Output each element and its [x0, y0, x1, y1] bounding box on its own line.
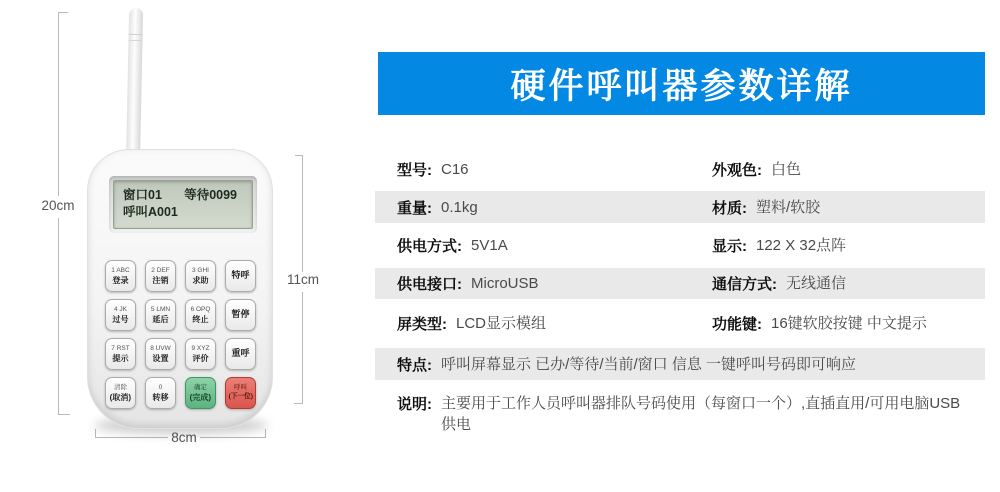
dimension-line-height [58, 218, 59, 415]
dimension-line-width [200, 437, 265, 438]
dimension-label-panel: 11cm [282, 272, 324, 287]
key-line2: 特呼 [231, 270, 250, 281]
lcd-waiting-count: 等待0099 [184, 188, 237, 202]
key-line2: 注销 [152, 275, 169, 285]
key-line2: 登录 [112, 275, 129, 285]
key-pause [225, 299, 256, 331]
key-line1: 6 OPQ [190, 306, 211, 313]
spec-value: 无线通信 [786, 275, 847, 292]
lcd-line2: 呼叫A001 [123, 205, 178, 219]
key-line2: 求助 [192, 275, 209, 285]
spec-label: 说明: [397, 396, 432, 413]
key-line1: 3 GHI [192, 267, 209, 274]
lcd-screen [113, 180, 253, 229]
spec-cell [375, 299, 690, 348]
spec-label: 特点: [397, 356, 432, 374]
key-line1: 2 DEF [151, 267, 170, 274]
spec-row [375, 348, 985, 380]
spec-label: 通信方式: [712, 276, 777, 293]
lcd-bezel [109, 176, 257, 233]
key-line1: 0 [158, 384, 163, 391]
spec-row [375, 299, 985, 348]
spec-row [375, 380, 985, 445]
spec-value: 呼叫屏幕显示 已办/等待/当前/窗口 信息 一键呼叫号码即可响应 [441, 355, 857, 373]
spec-label: 显示: [712, 238, 747, 255]
key-line2: 提示 [112, 353, 129, 363]
key-clear-cancel [105, 377, 136, 409]
key-line2: 评价 [192, 353, 209, 363]
page-title: 硬件呼叫器参数详解 [510, 66, 853, 106]
key-settings [145, 338, 176, 370]
lcd-line1 [123, 187, 243, 204]
key-line2: 终止 [192, 314, 209, 324]
key-zero-transfer [145, 377, 176, 409]
key-logout [145, 260, 176, 292]
dimension-tick [58, 12, 68, 13]
spec-row [375, 268, 985, 299]
dimension-tick [294, 403, 303, 404]
key-confirm-done [185, 377, 216, 409]
spec-value: 白色 [771, 160, 802, 178]
key-line2: (完成) [189, 392, 212, 402]
spec-value: LCD显示模组 [456, 315, 547, 332]
key-line1: 9 XYZ [191, 345, 210, 352]
spec-table [375, 147, 985, 445]
spec-row [375, 191, 985, 223]
spec-value: 0.1kg [441, 198, 478, 216]
key-line2: 暂停 [231, 309, 250, 320]
lcd-window-number: 窗口01 [123, 188, 162, 202]
title-banner [378, 52, 985, 115]
key-postpone [145, 299, 176, 331]
spec-value: MicroUSB [471, 275, 539, 292]
dimension-line-panel [302, 155, 303, 272]
key-line2: 重呼 [231, 348, 250, 359]
key-line1: 清除 [114, 384, 127, 391]
spec-value: 122 X 32点阵 [756, 237, 847, 254]
dimension-line-height [58, 12, 59, 196]
dimension-line-panel [302, 292, 303, 404]
spec-row [375, 147, 985, 191]
key-line2: 延后 [152, 314, 169, 324]
key-evaluate [185, 338, 216, 370]
keypad [105, 260, 256, 409]
device-antenna [126, 8, 143, 160]
key-line2: (下一位) [228, 393, 253, 400]
spec-label: 重量: [397, 199, 432, 217]
spec-label: 屏类型: [397, 316, 447, 333]
key-line1: 呼叫 [234, 384, 247, 391]
spec-cell [690, 299, 985, 348]
key-prompt [105, 338, 136, 370]
spec-cell [375, 191, 690, 223]
key-line1: 4 JK [113, 306, 127, 313]
spec-row [375, 223, 985, 268]
key-line2: 过号 [112, 314, 129, 324]
key-skip-number [105, 299, 136, 331]
spec-value: 塑料/软胶 [756, 198, 821, 216]
spec-value: C16 [441, 160, 469, 178]
spec-cell [375, 268, 690, 299]
spec-label: 功能键: [712, 316, 762, 333]
key-line2: 转移 [152, 392, 169, 402]
spec-label: 供电接口: [397, 276, 462, 293]
key-help [185, 260, 216, 292]
key-recall [225, 338, 256, 370]
key-login [105, 260, 136, 292]
key-terminate [185, 299, 216, 331]
key-line1: 7 RST [111, 345, 130, 352]
spec-cell [690, 147, 985, 191]
key-line2: (取消) [109, 392, 132, 402]
spec-cell [690, 268, 985, 299]
spec-cell [375, 147, 690, 191]
spec-label: 供电方式: [397, 238, 462, 255]
spec-cell [690, 191, 985, 223]
dimension-tick [265, 429, 266, 438]
spec-value: 16键软胶按键 中文提示 [771, 315, 927, 332]
key-line1: 确定 [194, 384, 207, 391]
dimension-label-height: 20cm [34, 198, 82, 213]
dimension-line-width [95, 437, 168, 438]
dimension-tick [58, 414, 70, 415]
spec-cell [375, 348, 985, 380]
spec-cell [375, 223, 690, 268]
spec-label: 材质: [712, 199, 747, 217]
key-line1: 5 LMN [150, 306, 171, 313]
key-line2: 设置 [152, 353, 169, 363]
spec-cell [690, 223, 985, 268]
spec-value: 5V1A [471, 237, 508, 254]
key-special-call [225, 260, 256, 292]
pager-device [87, 149, 273, 429]
key-line1: 1 ABC [111, 267, 130, 274]
spec-value: 主要用于工作人员呼叫器排队号码使用（每窗口一个）,直插直用/可用电脑USB供电 [441, 395, 961, 433]
dimension-label-width: 8cm [168, 430, 200, 445]
spec-cell [375, 393, 985, 435]
key-call-next [225, 377, 256, 409]
key-line1: 8 UVW [150, 345, 171, 352]
spec-label: 外观色: [712, 161, 762, 179]
spec-label: 型号: [397, 161, 432, 179]
